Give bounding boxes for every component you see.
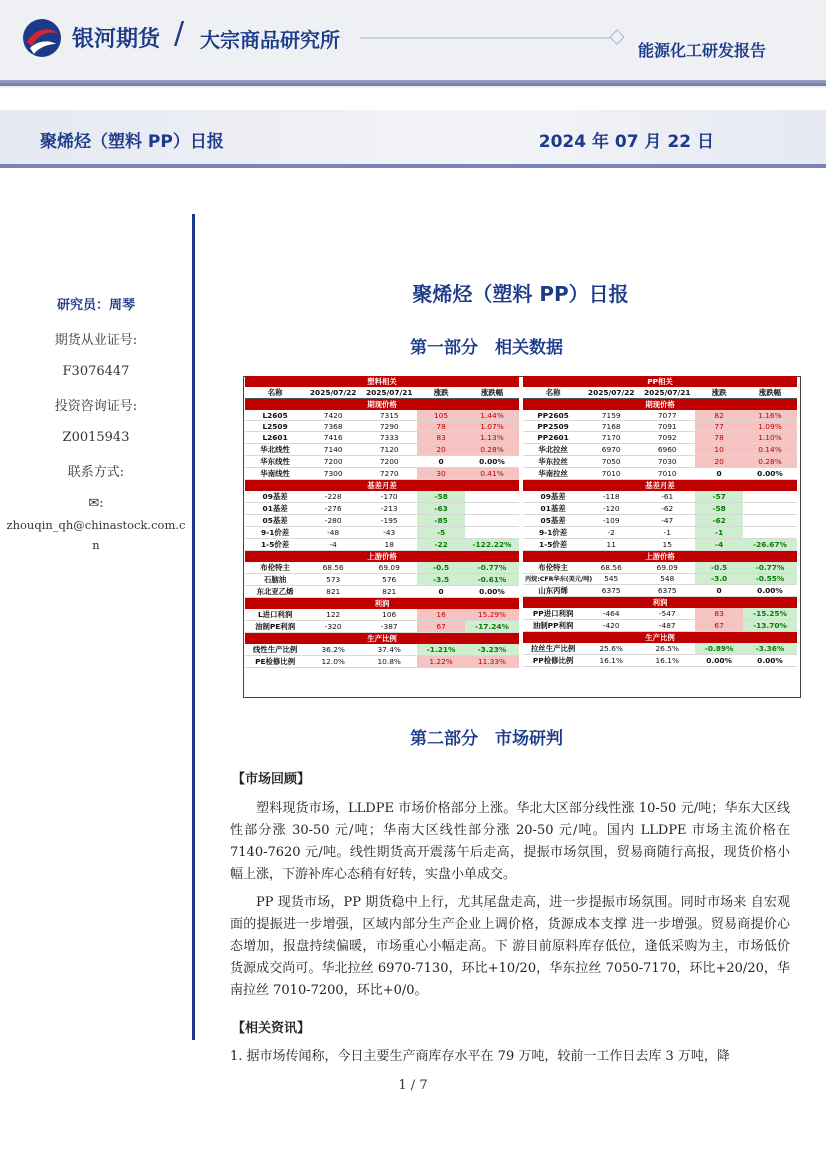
table-row: [245, 514, 519, 526]
row-name-cell: 华北拉丝: [523, 443, 583, 455]
section-1-title: 第一部分 相关数据: [410, 338, 563, 358]
analyst-name: 研究员：周琴: [56, 298, 135, 313]
current-value-cell: 7140: [305, 443, 361, 455]
header-decoration-icon: [360, 28, 630, 48]
change-pct-cell: 0.41%: [465, 467, 519, 479]
table-row: [245, 491, 519, 503]
para-plastic-text: 塑料现货市场，LLDPE 市场价格部分上涨。华北大区部分线性涨 10-50 元/吨；华东大区线性部分涨 30-50 元/吨；华南大区线性部分涨 20-50 元/吨。国内 LLDPE 市场主流价格在 7140-7620 元/吨。线性期货高开震荡午后走高，提振市场氛围，贸易商随行高报，现货价格小幅上涨，下游补库心态稍有好转，实盘小单成交。: [230, 801, 790, 882]
section-2-title: 第二部分 市场研判: [410, 729, 563, 749]
group-header-bar-label: 上游价格: [245, 550, 519, 562]
column-header: 涨跌: [417, 387, 465, 399]
change-pct-cell: 0.00%: [743, 467, 797, 479]
previous-value-cell: 7290: [361, 421, 417, 432]
previous-value-cell: -61: [639, 491, 695, 503]
change-pct-cell: -0.55%: [743, 573, 797, 584]
current-value-cell: -109: [583, 514, 639, 526]
change-cell: -1: [695, 526, 743, 538]
current-value-cell: -118: [583, 491, 639, 503]
column-header: 涨跌幅: [465, 387, 519, 399]
row-name-cell: 9-1价差: [245, 526, 305, 538]
column-header: 名称: [523, 387, 583, 399]
previous-value-cell: -487: [639, 619, 695, 631]
para-pp-text: PP 现货市场，PP 期货稳中上行，尤其尾盘走高，进一步提振市场氛围。同时市场来 自宏观面的提振进一步增强，区域内部分生产企业上调价格，货源成本支撑 进一步增强。贸易商提价心态增加，报盘持续偏暖，市场重心小幅走高。下 游目前原料库存低位，逢低采购为主，市场低价货源成交尚可。华北拉丝 6970-7130，环比+10/20，华东拉丝 7050-7170，环比+20/20，华南拉丝 7010-7200，环比+0/0。: [230, 895, 790, 998]
table-row: [523, 538, 797, 550]
current-value-cell: -48: [305, 526, 361, 538]
change-pct-cell: [465, 502, 519, 514]
change-pct-cell: 1.09%: [743, 421, 797, 432]
table-title-bar-label: 塑料相关: [245, 376, 519, 387]
table-row: [245, 562, 519, 574]
change-cell: -22: [417, 538, 465, 550]
current-value-cell: 7300: [305, 467, 361, 479]
table-row: [245, 443, 519, 455]
change-cell: -58: [695, 502, 743, 514]
table-row: [245, 526, 519, 538]
column-header: 2025/07/22: [583, 387, 639, 399]
previous-value-cell: -47: [639, 514, 695, 526]
change-pct-cell: -13.70%: [743, 619, 797, 631]
group-header-bar: [245, 597, 519, 609]
row-name-cell: 拉丝生产比例: [523, 643, 583, 655]
row-name-cell: L2605: [245, 410, 305, 421]
change-pct-cell: 0.00%: [465, 455, 519, 467]
change-cell: 78: [695, 432, 743, 443]
current-value-cell: 7010: [583, 467, 639, 479]
change-cell: 0: [695, 584, 743, 596]
table-title-bar: [523, 376, 797, 387]
change-pct-cell: 15.29%: [465, 609, 519, 621]
institute-name: 大宗商品研究所: [200, 28, 340, 52]
news-item-1: 1. 据市场传闻称，今日主要生产商库存水平在 79 万吨，较前一工作日去库 3 万吨，降: [230, 1049, 730, 1064]
current-value-cell: 6970: [583, 443, 639, 455]
news-label: 【相关资讯】: [232, 1021, 311, 1036]
change-cell: 67: [417, 620, 465, 632]
current-value-cell: 36.2%: [305, 644, 361, 656]
change-cell: -0.5: [417, 562, 465, 574]
table-row: [523, 584, 797, 596]
change-pct-cell: 1.07%: [465, 421, 519, 432]
change-pct-cell: 0.28%: [743, 455, 797, 467]
previous-value-cell: 7077: [639, 410, 695, 421]
previous-value-cell: -1: [639, 526, 695, 538]
change-cell: 105: [417, 410, 465, 421]
table-row: [523, 643, 797, 655]
change-cell: 20: [417, 443, 465, 455]
group-header-bar: [245, 550, 519, 562]
column-header: 涨跌幅: [743, 387, 797, 399]
current-value-cell: -320: [305, 620, 361, 632]
change-cell: 83: [417, 432, 465, 443]
row-name-cell: 石脑油: [245, 573, 305, 585]
previous-value-cell: 7333: [361, 432, 417, 443]
previous-value-cell: 16.1%: [639, 654, 695, 666]
header-rule: [0, 80, 826, 86]
current-value-cell: 545: [583, 573, 639, 584]
previous-value-cell: 7030: [639, 455, 695, 467]
change-pct-cell: [743, 526, 797, 538]
row-name-cell: 线性生产比例: [245, 644, 305, 656]
previous-value-cell: 18: [361, 538, 417, 550]
column-header: 2025/07/21: [639, 387, 695, 399]
table-title-bar-label: PP相关: [523, 376, 797, 387]
current-value-cell: 7168: [583, 421, 639, 432]
previous-value-cell: 7091: [639, 421, 695, 432]
previous-value-cell: 69.09: [361, 562, 417, 574]
group-header-bar: [245, 399, 519, 411]
group-header-bar-label: 上游价格: [523, 550, 797, 562]
table-row: [523, 432, 797, 443]
row-name-cell: 华东拉丝: [523, 455, 583, 467]
contact-label: 联系方式:: [67, 465, 125, 480]
page-number: 1 / 7: [398, 1078, 428, 1093]
table-row: [523, 526, 797, 538]
group-header-bar: [245, 632, 519, 644]
change-pct-cell: -3.23%: [465, 644, 519, 656]
row-name-cell: PE检修比例: [245, 655, 305, 667]
table-row: [245, 455, 519, 467]
change-pct-cell: -26.67%: [743, 538, 797, 550]
change-cell: 0: [417, 585, 465, 597]
table-row: [523, 467, 797, 479]
group-header-bar-label: 期现价格: [523, 399, 797, 411]
group-header-bar-label: 生产比例: [245, 632, 519, 644]
table-header-row: [245, 387, 519, 399]
change-pct-cell: -122.22%: [465, 538, 519, 550]
change-pct-cell: -0.77%: [743, 562, 797, 574]
previous-value-cell: -170: [361, 491, 417, 503]
previous-value-cell: 15: [639, 538, 695, 550]
change-pct-cell: [465, 526, 519, 538]
change-pct-cell: 1.13%: [465, 432, 519, 443]
mail-line: [0, 496, 192, 511]
change-pct-cell: [465, 514, 519, 526]
row-name-cell: 东北亚乙烯: [245, 585, 305, 597]
brand-name: 银河期货: [72, 27, 161, 52]
change-pct-cell: 1.16%: [743, 410, 797, 421]
change-pct-cell: 11.33%: [465, 655, 519, 667]
previous-value-cell: 7315: [361, 410, 417, 421]
row-name-cell: L2601: [245, 432, 305, 443]
consult-number: Z0015943: [62, 430, 130, 445]
mail-colon: :: [99, 496, 104, 511]
current-value-cell: 7159: [583, 410, 639, 421]
change-pct-cell: 0.28%: [465, 443, 519, 455]
group-header-bar: [523, 479, 797, 491]
row-name-cell: 山东丙烯: [523, 584, 583, 596]
change-cell: 10: [695, 443, 743, 455]
row-name-cell: 油制PE利润: [245, 620, 305, 632]
change-cell: 1.22%: [417, 655, 465, 667]
change-pct-cell: -0.77%: [465, 562, 519, 574]
row-name-cell: 05基差: [245, 514, 305, 526]
previous-value-cell: 6960: [639, 443, 695, 455]
table-row: [245, 432, 519, 443]
change-cell: -57: [695, 491, 743, 503]
row-name-cell: PP2605: [523, 410, 583, 421]
group-header-bar: [245, 479, 519, 491]
market-review-plastic: [230, 798, 790, 886]
group-header-bar: [523, 631, 797, 643]
table-row: [523, 502, 797, 514]
current-value-cell: 7416: [305, 432, 361, 443]
table-row: [523, 562, 797, 574]
current-value-cell: -120: [583, 502, 639, 514]
current-value-cell: 7200: [305, 455, 361, 467]
row-name-cell: 05基差: [523, 514, 583, 526]
current-value-cell: -420: [583, 619, 639, 631]
change-pct-cell: 0.00%: [743, 584, 797, 596]
change-cell: -0.89%: [695, 643, 743, 655]
previous-value-cell: 576: [361, 573, 417, 585]
current-value-cell: 11: [583, 538, 639, 550]
brand-divider: /: [174, 16, 185, 51]
change-cell: -4: [695, 538, 743, 550]
previous-value-cell: -195: [361, 514, 417, 526]
previous-value-cell: -62: [639, 502, 695, 514]
sidebar-divider: [192, 214, 195, 1040]
previous-value-cell: 106: [361, 609, 417, 621]
row-name-cell: 01基差: [523, 502, 583, 514]
change-pct-cell: 1.44%: [465, 410, 519, 421]
current-value-cell: 573: [305, 573, 361, 585]
mail-icon: ✉: [88, 496, 100, 511]
galaxy-logo-icon: [22, 18, 62, 58]
table-row: [245, 644, 519, 656]
row-name-cell: 01基差: [245, 502, 305, 514]
row-name-cell: 丙烷:CFR华东(美元/吨): [523, 573, 583, 584]
change-cell: -0.5: [695, 562, 743, 574]
report-type: 能源化工研发报告: [637, 41, 766, 60]
change-pct-cell: -3.36%: [743, 643, 797, 655]
change-pct-cell: 0.00%: [465, 585, 519, 597]
table-row: [523, 654, 797, 666]
row-name-cell: L进口利润: [245, 609, 305, 621]
report-title: 聚烯烃（塑料 PP）日报: [40, 132, 224, 152]
previous-value-cell: 7010: [639, 467, 695, 479]
row-name-cell: 油制PP利润: [523, 619, 583, 631]
change-cell: -58: [417, 491, 465, 503]
table-row: [523, 443, 797, 455]
group-header-bar-label: 基差月差: [245, 479, 519, 491]
current-value-cell: -2: [583, 526, 639, 538]
row-name-cell: 1-5价差: [245, 538, 305, 550]
title-band-rule: [0, 164, 826, 168]
previous-value-cell: 7270: [361, 467, 417, 479]
row-name-cell: 09基差: [245, 491, 305, 503]
change-cell: -5: [417, 526, 465, 538]
change-cell: 77: [695, 421, 743, 432]
change-pct-cell: -15.25%: [743, 608, 797, 620]
change-cell: -85: [417, 514, 465, 526]
row-name-cell: 华南线性: [245, 467, 305, 479]
table-row: [245, 467, 519, 479]
row-name-cell: 华南拉丝: [523, 467, 583, 479]
current-value-cell: 68.56: [583, 562, 639, 574]
analyst-sidebar: [0, 294, 192, 571]
current-value-cell: 7050: [583, 455, 639, 467]
current-value-cell: 25.6%: [583, 643, 639, 655]
row-name-cell: 1-5价差: [523, 538, 583, 550]
row-name-cell: 华东线性: [245, 455, 305, 467]
current-value-cell: 7170: [583, 432, 639, 443]
table-row: [245, 538, 519, 550]
table-row: [245, 421, 519, 432]
row-name-cell: PP进口利润: [523, 608, 583, 620]
previous-value-cell: 6375: [639, 584, 695, 596]
column-header: 涨跌: [695, 387, 743, 399]
current-value-cell: 821: [305, 585, 361, 597]
table-row: [245, 655, 519, 667]
table-row: [523, 455, 797, 467]
change-cell: -62: [695, 514, 743, 526]
change-cell: -3.0: [695, 573, 743, 584]
change-pct-cell: [465, 491, 519, 503]
current-value-cell: -276: [305, 502, 361, 514]
change-cell: 30: [417, 467, 465, 479]
previous-value-cell: 69.09: [639, 562, 695, 574]
change-pct-cell: -17.24%: [465, 620, 519, 632]
table-row: [523, 491, 797, 503]
group-header-bar-label: 利润: [523, 596, 797, 608]
table-row: [245, 573, 519, 585]
consult-label: 投资咨询证号:: [54, 399, 138, 414]
row-name-cell: L2509: [245, 421, 305, 432]
change-pct-cell: [743, 502, 797, 514]
table-row: [523, 608, 797, 620]
column-header: 2025/07/22: [305, 387, 361, 399]
previous-value-cell: 37.4%: [361, 644, 417, 656]
change-pct-cell: [743, 491, 797, 503]
current-value-cell: 7368: [305, 421, 361, 432]
table-row: [523, 514, 797, 526]
column-header: 名称: [245, 387, 305, 399]
previous-value-cell: 10.8%: [361, 655, 417, 667]
group-header-bar: [523, 550, 797, 562]
table-row: [245, 502, 519, 514]
report-date: 2024 年 07 月 22 日: [538, 132, 714, 152]
group-header-bar: [523, 596, 797, 608]
change-pct-cell: 0.14%: [743, 443, 797, 455]
current-value-cell: 16.1%: [583, 654, 639, 666]
change-pct-cell: -0.61%: [465, 573, 519, 585]
previous-value-cell: 7120: [361, 443, 417, 455]
current-value-cell: 68.56: [305, 562, 361, 574]
previous-value-cell: -547: [639, 608, 695, 620]
change-cell: 82: [695, 410, 743, 421]
current-value-cell: -228: [305, 491, 361, 503]
previous-value-cell: 7200: [361, 455, 417, 467]
previous-value-cell: 26.5%: [639, 643, 695, 655]
change-cell: -63: [417, 502, 465, 514]
change-pct-cell: 0.00%: [743, 654, 797, 666]
change-cell: 0: [695, 467, 743, 479]
previous-value-cell: 548: [639, 573, 695, 584]
current-value-cell: 122: [305, 609, 361, 621]
change-cell: 20: [695, 455, 743, 467]
group-header-bar-label: 生产比例: [523, 631, 797, 643]
row-name-cell: 布伦特主: [523, 562, 583, 574]
current-value-cell: 12.0%: [305, 655, 361, 667]
main-title: 聚烯烃（塑料 PP）日报: [412, 282, 629, 306]
change-cell: 78: [417, 421, 465, 432]
current-value-cell: -280: [305, 514, 361, 526]
group-header-bar: [523, 399, 797, 411]
row-name-cell: 9-1价差: [523, 526, 583, 538]
change-cell: 0.00%: [695, 654, 743, 666]
table-row: [523, 410, 797, 421]
current-value-cell: -4: [305, 538, 361, 550]
row-name-cell: PP2601: [523, 432, 583, 443]
license-number: F3076447: [62, 364, 130, 379]
plastic-table: [245, 376, 519, 668]
market-review-pp: [230, 892, 790, 1002]
analyst-email[interactable]: zhouqin_qh@chinastock.com.cn: [6, 518, 186, 552]
previous-value-cell: 7092: [639, 432, 695, 443]
group-header-bar-label: 期现价格: [245, 399, 519, 411]
table-row: [523, 573, 797, 584]
change-pct-cell: [743, 514, 797, 526]
previous-value-cell: -387: [361, 620, 417, 632]
table-row: [245, 620, 519, 632]
previous-value-cell: -213: [361, 502, 417, 514]
change-cell: -1.21%: [417, 644, 465, 656]
change-cell: 83: [695, 608, 743, 620]
pp-table: [523, 376, 797, 667]
table-row: [523, 421, 797, 432]
change-pct-cell: 1.10%: [743, 432, 797, 443]
table-row: [523, 619, 797, 631]
change-cell: -3.5: [417, 573, 465, 585]
column-header: 2025/07/21: [361, 387, 417, 399]
table-row: [245, 410, 519, 421]
license-label: 期货从业证号:: [54, 333, 138, 348]
table-header-row: [523, 387, 797, 399]
group-header-bar-label: 利润: [245, 597, 519, 609]
row-name-cell: PP2509: [523, 421, 583, 432]
change-cell: 67: [695, 619, 743, 631]
current-value-cell: 7420: [305, 410, 361, 421]
table-row: [245, 585, 519, 597]
market-review-label: 【市场回顾】: [232, 772, 311, 787]
row-name-cell: 布伦特主: [245, 562, 305, 574]
row-name-cell: PP检修比例: [523, 654, 583, 666]
group-header-bar-label: 基差月差: [523, 479, 797, 491]
current-value-cell: -464: [583, 608, 639, 620]
change-cell: 0: [417, 455, 465, 467]
previous-value-cell: 821: [361, 585, 417, 597]
current-value-cell: 6375: [583, 584, 639, 596]
row-name-cell: 09基差: [523, 491, 583, 503]
table-title-bar: [245, 376, 519, 387]
table-row: [245, 609, 519, 621]
previous-value-cell: -43: [361, 526, 417, 538]
change-cell: 16: [417, 609, 465, 621]
row-name-cell: 华北线性: [245, 443, 305, 455]
